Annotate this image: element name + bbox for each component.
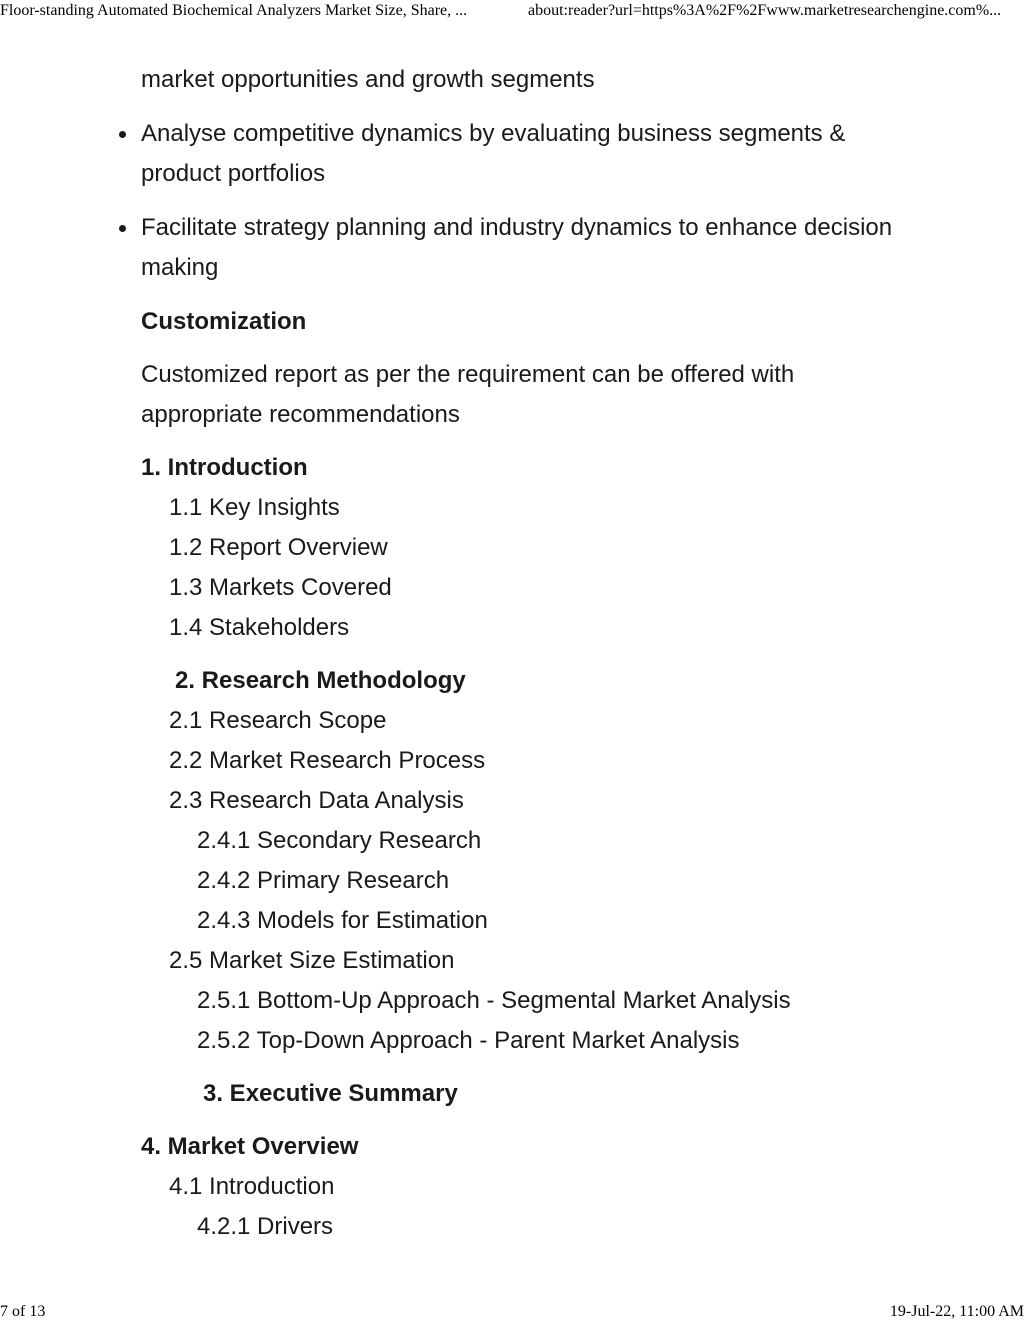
lead-text: market opportunities and growth segments: [141, 66, 595, 93]
toc-heading-market-overview: 4. Market Overview: [141, 1133, 359, 1160]
list-item: Analyse competitive dynamics by evaluating business segments & product portfolios: [141, 114, 901, 194]
page-url: about:reader?url=https%3A%2F%2Fwww.marketresearchengine.com%...: [528, 2, 1002, 19]
toc-item: 1.2 Report Overview: [169, 534, 388, 561]
toc-item: 2.3 Research Data Analysis: [169, 787, 464, 814]
page-count: 7 of 13: [0, 1303, 46, 1320]
toc-item: 1.3 Markets Covered: [169, 574, 392, 601]
print-header: [0, 2, 1024, 22]
toc-item: 4.1 Introduction: [169, 1173, 335, 1200]
list-item: Facilitate strategy planning and industry dynamics to enhance decision making: [141, 208, 901, 288]
toc-item: 2.4.2 Primary Research: [197, 867, 450, 894]
toc-heading-research-methodology: 2. Research Methodology: [175, 667, 466, 694]
toc-item: 1.1 Key Insights: [169, 494, 340, 521]
toc-item: 2.5 Market Size Estimation: [169, 947, 455, 974]
page-title: Floor-standing Automated Biochemical Analyzers Market Size, Share, ...: [0, 2, 468, 19]
toc-heading-executive-summary: 3. Executive Summary: [203, 1080, 458, 1107]
toc-item: 2.1 Research Scope: [169, 707, 387, 734]
toc-item: 2.2 Market Research Process: [169, 747, 486, 774]
toc-heading-introduction: 1. Introduction: [141, 454, 308, 481]
print-datetime: 19-Jul-22, 11:00 AM: [889, 1303, 1024, 1320]
customization-text: Customized report as per the requirement can be offered with appropriate recommendations: [141, 361, 795, 428]
print-footer: [0, 1303, 1024, 1323]
toc-item: 2.5.2 Top-Down Approach - Parent Market Analysis: [197, 1027, 740, 1054]
toc-item: 1.4 Stakeholders: [169, 614, 350, 641]
toc-item: 2.5.1 Bottom-Up Approach - Segmental Market Analysis: [197, 987, 791, 1014]
toc-item: 2.4.3 Models for Estimation: [197, 907, 488, 934]
customization-heading: Customization: [141, 308, 307, 335]
toc-item: 4.2.1 Drivers: [197, 1213, 334, 1240]
benefit-list: [141, 114, 901, 288]
article-content: [141, 60, 901, 1247]
toc-item: 2.4.1 Secondary Research: [197, 827, 482, 854]
